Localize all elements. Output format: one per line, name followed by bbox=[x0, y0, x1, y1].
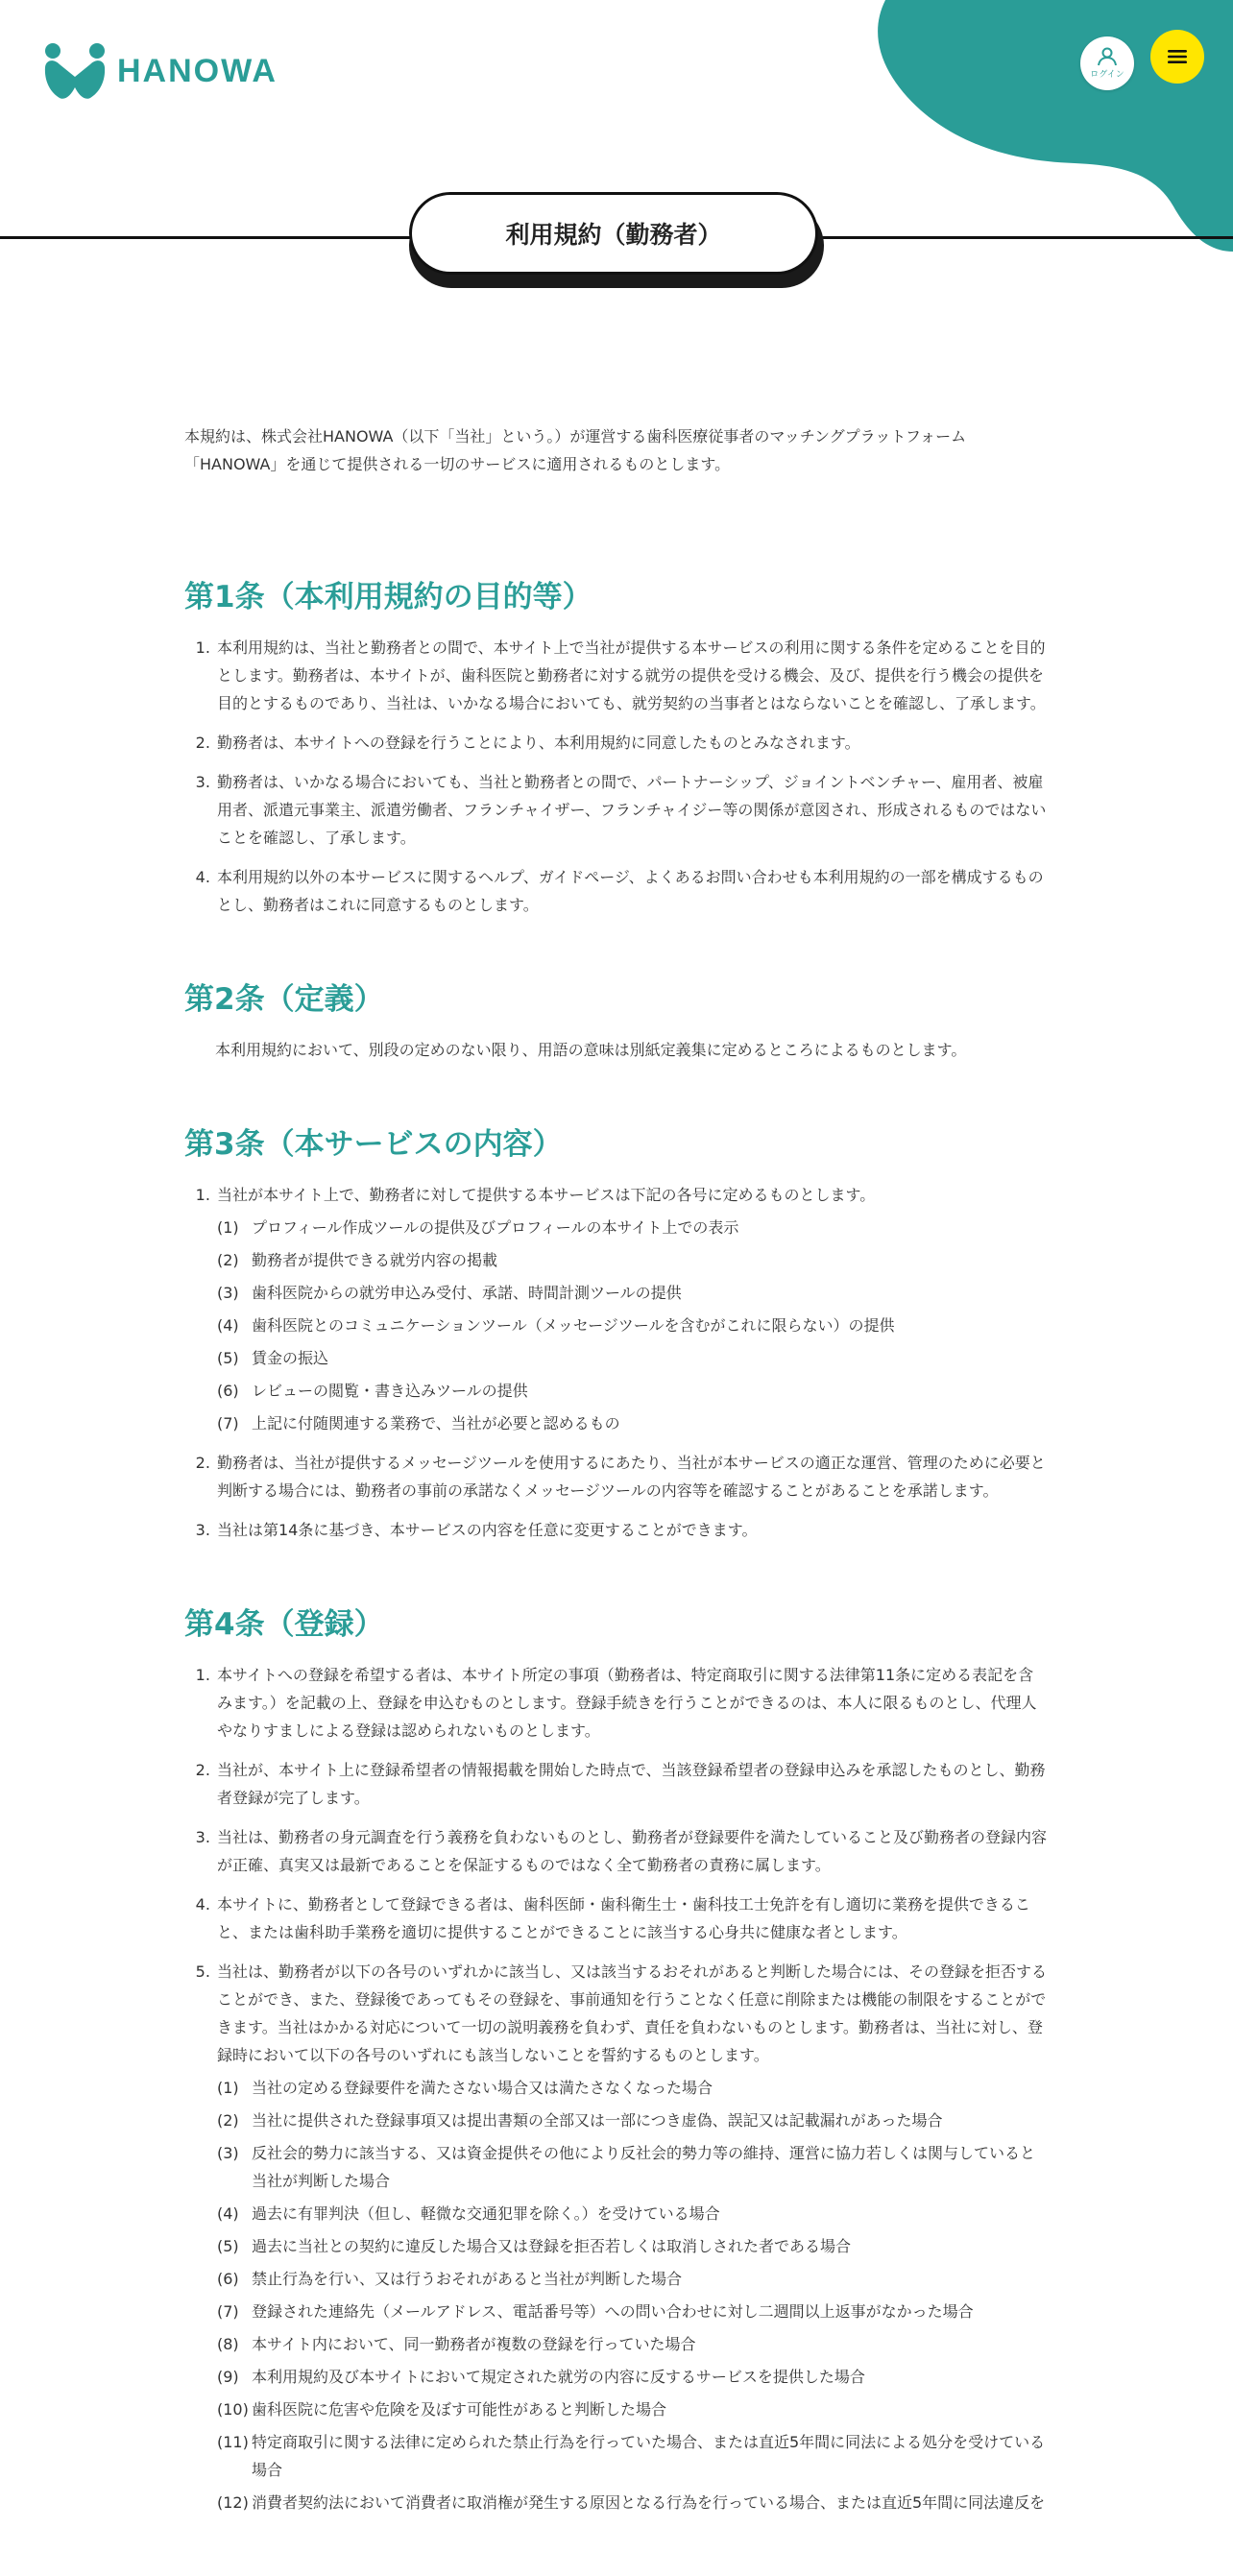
article-3-list bbox=[184, 1181, 1049, 1544]
list-item: 1. 本サイトへの登録を希望する者は、本サイト所定の事項（勤務者は、特定商取引に関する法律第11条に定める表記を含みます。）を記載の上、登録を申込むものとします。登録手続きを行うことができるのは、本人に限るものとし、代理人やなりすましによる登録は認められないものとします。 bbox=[215, 1661, 1049, 1745]
article-heading: 第3条（本サービスの内容） bbox=[184, 1127, 563, 1162]
article-4-list bbox=[184, 1661, 1049, 2516]
sub-number: (4) bbox=[217, 2204, 239, 2223]
brand-name: HANOWA bbox=[117, 52, 278, 89]
article-heading: 第4条（登録） bbox=[184, 1607, 384, 1642]
list-item: 3. 当社は、勤務者の身元調査を行う義務を負わないものとし、勤務者が登録要件を満たしていること及び勤務者の登録内容が正確、真実又は最新であることを保証するものではなく全て勤務者の責務に属します。 bbox=[215, 1823, 1049, 1879]
sub-number: (5) bbox=[217, 2237, 239, 2255]
sub-text: 禁止行為を行い、又は行うおそれがあると当社が判断した場合 bbox=[252, 2270, 683, 2288]
site-logo[interactable] bbox=[42, 42, 278, 100]
sub-number: (2) bbox=[217, 1251, 239, 1269]
list-item: 2. 当社が、本サイト上に登録希望者の情報掲載を開始した時点で、当該登録希望者の登録申込みを承認したものとし、勤務者登録が完了します。 bbox=[215, 1756, 1049, 1812]
sub-number: (10) bbox=[217, 2400, 249, 2419]
list-item: 4. 本利用規約以外の本サービスに関するヘルプ、ガイドページ、よくあるお問い合わせも本利用規約の一部を構成するものとし、勤務者はこれに同意するものとします。 bbox=[215, 863, 1049, 919]
sub-text: 登録された連絡先（メールアドレス、電話番号等）への問い合わせに対し二週間以上返事がなかった場合 bbox=[252, 2302, 974, 2321]
sub-text: レビューの閲覧・書き込みツールの提供 bbox=[252, 1382, 528, 1400]
sub-list bbox=[217, 1214, 1049, 1437]
sub-number: (8) bbox=[217, 2335, 239, 2353]
list-item-text: 当社が本サイト上で、勤務者に対して提供する本サービスは下記の各号に定めるものとします。 bbox=[217, 1186, 876, 1204]
list-item bbox=[215, 1958, 1049, 2516]
terms-content bbox=[184, 422, 1049, 2576]
sub-text: 過去に有罪判決（但し、軽微な交通犯罪を除く。）を受けている場合 bbox=[252, 2204, 720, 2223]
list-item-text: 当社は、勤務者が以下の各号のいずれかに該当し、又は該当するおそれがあると判断した場合には、その登録を拒否することができ、また、登録後であってもその登録を、事前通知を行うことなく任意に削除または機能の制限をすることができます。当社はかかる対応について一切の説明義務を負わず、責任を負わないものとします。勤務者は、当社に対し、登録時において以下の各号のいずれにも該当しないことを誓約するものとします。 bbox=[217, 1962, 1048, 2064]
sub-list-item bbox=[217, 2330, 1049, 2358]
sub-text: 歯科医院に危害や危険を及ぼす可能性があると判断した場合 bbox=[252, 2400, 667, 2419]
sub-number: (7) bbox=[217, 1414, 239, 1432]
sub-text: 当社に提供された登録事項又は提出書類の全部又は一部につき虚偽、誤記又は記載漏れがあった場合 bbox=[252, 2111, 943, 2130]
login-label: ログイン bbox=[1090, 70, 1124, 80]
sub-text: 過去に当社との契約に違反した場合又は登録を拒否若しくは取消しされた者である場合 bbox=[252, 2237, 852, 2255]
article-2-text: 本利用規約において、別段の定めのない限り、用語の意味は別紙定義集に定めるところによるものとします。 bbox=[215, 1041, 967, 1059]
sub-list-item bbox=[217, 1246, 1049, 1274]
sub-text: 本利用規約及び本サイトにおいて規定された就労の内容に反するサービスを提供した場合 bbox=[252, 2368, 865, 2386]
sub-list-item bbox=[217, 2107, 1049, 2134]
sub-text: 消費者契約法において消費者に取消権が発生する原因となる行為を行っている場合、または直近5年間に同法違反を bbox=[252, 2493, 1046, 2512]
sub-number: (7) bbox=[217, 2302, 239, 2321]
sub-number: (1) bbox=[217, 2079, 239, 2097]
sub-number: (4) bbox=[217, 1316, 239, 1335]
sub-number: (1) bbox=[217, 1218, 239, 1237]
sub-number: (3) bbox=[217, 1284, 239, 1302]
sub-number: (9) bbox=[217, 2368, 239, 2386]
sub-list-item bbox=[217, 1312, 1049, 1339]
sub-text: 上記に付随関連する業務で、当社が必要と認めるもの bbox=[252, 1414, 620, 1432]
intro-text: 本規約は、株式会社HANOWA（以下「当社」という。）が運営する歯科医療従事者のマッチングプラットフォーム「HANOWA」を通じて提供される一切のサービスに適用されるものとします。 bbox=[184, 427, 967, 473]
list-item: 2. 勤務者は、当社が提供するメッセージツールを使用するにあたり、当社が本サービスの適正な運営、管理のために必要と判断する場合には、勤務者の事前の承諾なくメッセージツールの内容等を確認することがあることを承諾します。 bbox=[215, 1449, 1049, 1505]
sub-list-item bbox=[217, 1377, 1049, 1405]
sub-list-item bbox=[217, 2395, 1049, 2423]
sub-text: 歯科医院とのコミュニケーションツール（メッセージツールを含むがこれに限らない）の提供 bbox=[252, 1316, 895, 1335]
sub-list-item bbox=[217, 1344, 1049, 1372]
sub-list-item bbox=[217, 2074, 1049, 2102]
sub-list-item bbox=[217, 1409, 1049, 1437]
sub-number: (2) bbox=[217, 2111, 239, 2130]
page-title-pill bbox=[409, 192, 818, 275]
sub-list-item bbox=[217, 2298, 1049, 2325]
article-1-list bbox=[184, 634, 1049, 919]
article-heading: 第2条（定義） bbox=[184, 982, 384, 1017]
list-item: 4. 本サイトに、勤務者として登録できる者は、歯科医師・歯科衛生士・歯科技工士免許を有し適切に業務を提供できること、または歯科助手業務を適切に提供することができることに該当する心身共に健康な者とします。 bbox=[215, 1890, 1049, 1946]
list-item bbox=[215, 1181, 1049, 1437]
list-item: 1. 本利用規約は、当社と勤務者との間で、本サイト上で当社が提供する本サービスの利用に関する条件を定めることを目的とします。勤務者は、本サイトが、歯科医院と勤務者に対する就労の提供を受ける機会、及び、提供を行う機会の提供を目的とするものであり、当社は、いかなる場合においても、就労契約の当事者とはならないことを確認し、了承します。 bbox=[215, 634, 1049, 717]
sub-text: プロフィール作成ツールの提供及びプロフィールの本サイト上での表示 bbox=[252, 1218, 739, 1237]
sub-number: (12) bbox=[217, 2493, 249, 2512]
sub-list-item bbox=[217, 2200, 1049, 2227]
sub-list-item bbox=[217, 2428, 1049, 2484]
list-item: 3. 当社は第14条に基づき、本サービスの内容を任意に変更することができます。 bbox=[215, 1516, 1049, 1544]
sub-text: 歯科医院からの就労申込み受付、承諾、時間計測ツールの提供 bbox=[252, 1284, 682, 1302]
sub-text: 賃金の振込 bbox=[252, 1349, 329, 1367]
menu-button[interactable] bbox=[1150, 30, 1204, 84]
sub-list-item bbox=[217, 1214, 1049, 1241]
list-item: 3. 勤務者は、いかなる場合においても、当社と勤務者との間で、パートナーシップ、ジョイントベンチャー、雇用者、被雇用者、派遣元事業主、派遣労働者、フランチャイザー、フランチャイジー等の関係が意図され、形成されるものではないことを確認し、了承します。 bbox=[215, 768, 1049, 852]
sub-list-item bbox=[217, 2363, 1049, 2391]
sub-text: 勤務者が提供できる就労内容の掲載 bbox=[252, 1251, 498, 1269]
sub-number: (3) bbox=[217, 2144, 239, 2162]
article-heading: 第1条（本利用規約の目的等） bbox=[184, 580, 592, 614]
page-title: 利用規約（勤務者） bbox=[505, 221, 722, 249]
sub-list-item bbox=[217, 1279, 1049, 1307]
list-item: 2. 勤務者は、本サイトへの登録を行うことにより、本利用規約に同意したものとみなされます。 bbox=[215, 729, 1049, 757]
sub-number: (11) bbox=[217, 2433, 249, 2451]
sub-number: (6) bbox=[217, 2270, 239, 2288]
sub-number: (5) bbox=[217, 1349, 239, 1367]
sub-text: 特定商取引に関する法律に定められた禁止行為を行っていた場合、または直近5年間に同法による処分を受けている場合 bbox=[252, 2433, 1046, 2479]
login-button[interactable] bbox=[1080, 36, 1134, 90]
sub-list-item bbox=[217, 2489, 1049, 2516]
sub-list-item bbox=[217, 2265, 1049, 2293]
sub-text: 反社会的勢力に該当する、又は資金提供その他により反社会的勢力等の維持、運営に協力若しくは関与していると当社が判断した場合 bbox=[252, 2144, 1036, 2190]
sub-list-item bbox=[217, 2232, 1049, 2260]
sub-list-item bbox=[217, 2139, 1049, 2195]
sub-text: 本サイト内において、同一勤務者が複数の登録を行っていた場合 bbox=[252, 2335, 696, 2353]
sub-text: 当社の定める登録要件を満たさない場合又は満たさなくなった場合 bbox=[252, 2079, 713, 2097]
sub-list bbox=[217, 2074, 1049, 2516]
hamburger-icon bbox=[1168, 49, 1187, 64]
sub-number: (6) bbox=[217, 1382, 239, 1400]
user-icon bbox=[1097, 47, 1118, 66]
hanowa-logo-icon bbox=[42, 42, 108, 100]
